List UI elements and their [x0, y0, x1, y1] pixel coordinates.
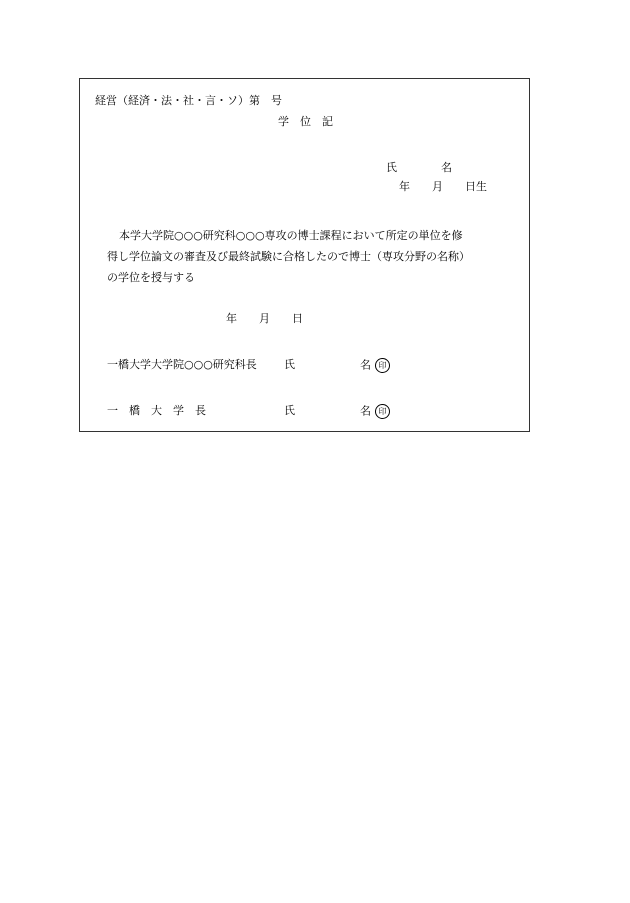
seal-icon: 印	[375, 358, 390, 373]
body-line-2: 得し学位論文の審査及び最終試験に合格したので博士（専攻分野の名称）	[107, 250, 470, 263]
body-line-1: 本学大学院○○○研究科○○○専攻の博士課程において所定の単位を修	[119, 229, 463, 242]
certificate-body	[107, 225, 507, 288]
signer2-name-label: 氏	[284, 404, 295, 417]
signer1-title: 一橋大学大学院○○○研究科長	[107, 358, 257, 371]
signer2-name-label2	[360, 404, 390, 419]
certificate-title: 学 位 記	[278, 115, 333, 128]
recipient-name-label: 氏 名	[386, 161, 452, 174]
body-line-3: の学位を授与する	[107, 271, 195, 284]
seal-icon: 印	[375, 404, 390, 419]
issue-date: 年 月 日	[226, 312, 303, 325]
birth-date-label: 年 月 日生	[399, 180, 487, 193]
signer2-name-char: 名	[360, 404, 371, 418]
signer2-title: 一 橋 大 学 長	[107, 404, 206, 417]
signer1-name-char: 名	[360, 358, 371, 372]
certificate-number: 経営（経済・法・社・言・ソ）第 号	[95, 94, 282, 107]
signer1-name-label: 氏	[284, 358, 295, 371]
signer1-name-label2	[360, 358, 390, 373]
